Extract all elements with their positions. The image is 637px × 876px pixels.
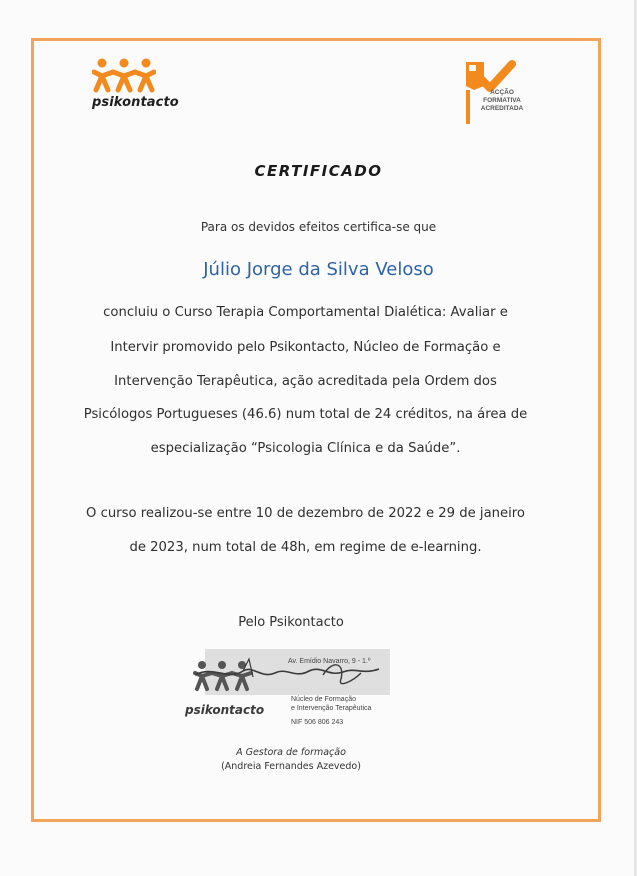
accreditation-line: ACREDITADA [480,105,524,112]
accreditation-line: ACÇÃO [490,89,514,96]
signed-by: Pelo Psikontacto [238,615,344,630]
certificate-title: CERTIFICADO [254,162,383,180]
accreditation-line: FORMATIVA [483,97,521,104]
period-line: O curso realizou-se entre 10 de dezembro de 2022 e 29 de janeiro [86,506,525,521]
accreditation-text [472,89,532,113]
stamp-dept-line: Núcleo de Formação [291,696,356,703]
body-line: Psicólogos Portugueses (46.6) num total de 24 créditos, na área de [83,407,528,422]
body-line: especialização “Psicologia Clínica e da Saúde”. [150,441,461,456]
signatory-role: A Gestora de formação [236,747,346,758]
signatory-name: (Andreia Fernandes Azevedo) [221,761,361,772]
body-line: Intervir promovido pelo Psikontacto, Núcleo de Formação e [110,340,501,355]
recipient-name: Júlio Jorge da Silva Veloso [203,259,434,280]
body-line: concluiu o Curso Terapia Comportamental Dialética: Avaliar e [103,305,508,320]
accreditation-badge [462,60,532,124]
logo-text: psikontacto [92,95,179,110]
stamp-brand: psikontacto [185,703,265,717]
stamp-dept-line: e Intervenção Terapêutica [291,705,372,712]
body-line: Intervenção Terapêutica, ação acreditada pela Ordem dos [114,374,497,389]
certificate-intro: Para os devidos efeitos certifica-se que [200,220,437,234]
period-line: de 2023, num total de 48h, em regime de e-learning. [129,540,482,555]
psikontacto-logo [92,58,192,114]
stamp-nif: NIF 506 806 243 [291,719,344,726]
company-stamp [183,645,413,735]
people-logo-icon [92,58,156,94]
stamp-address: Av. Emídio Navarro, 9 - 1.º [288,658,371,665]
stamp-department [291,695,401,713]
